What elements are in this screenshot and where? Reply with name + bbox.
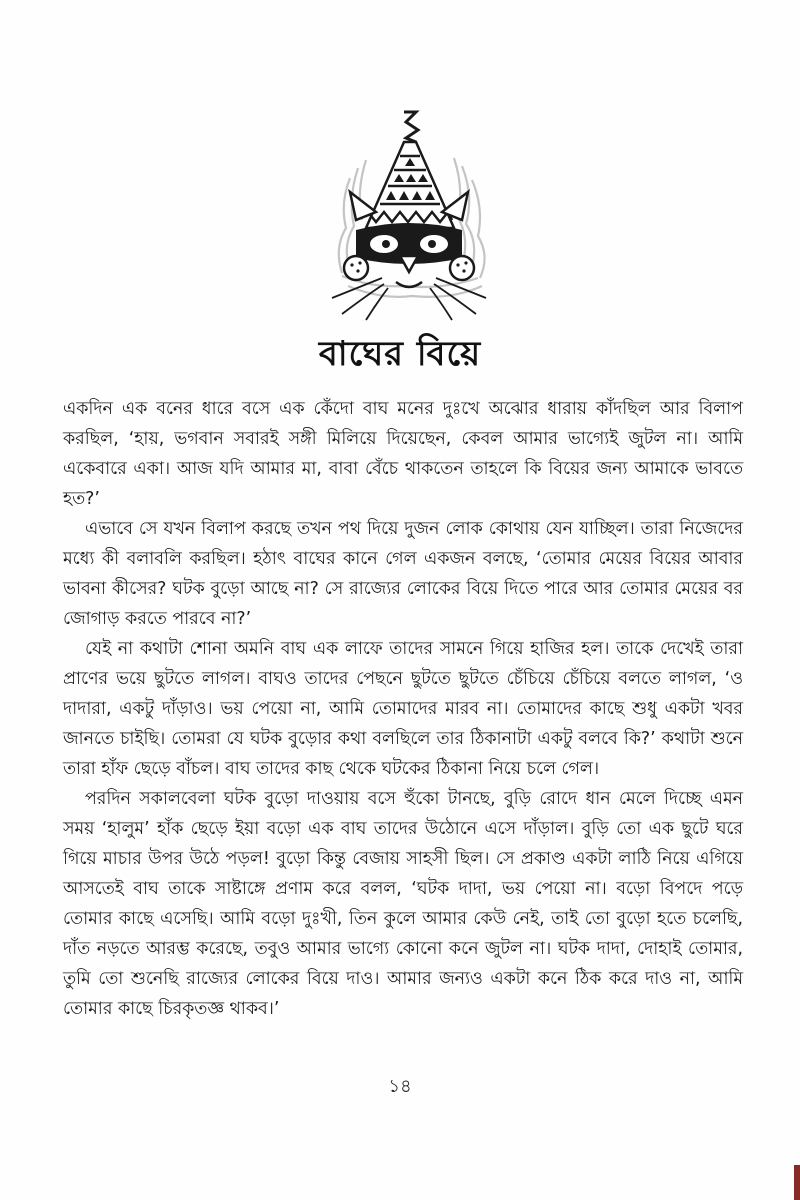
story-body [63,394,743,1024]
paragraph-3: যেই না কথাটা শোনা অমনি বাঘ এক লাফে তাদের সামনে গিয়ে হাজির হল। তাকে দেখেই তারা প্রাণের ভয়ে ছুটতে লাগল। বাঘও তাদের পেছনে ছুটতে ছুটতে চেঁচিয়ে চেঁচিয়ে বলতে লাগল, ‘ও দাদারা, একটু দাঁড়াও। ভয় পেয়ো না, আমি তোমাদের মারব না। তোমাদের কাছে শুধু একটা খবর জানতে চাইছি। তোমরা যে ঘটক বুড়োর কথা বলছিলে তার ঠিকানাটা একটু বলবে কি?’ কথাটা শুনে তারা হাঁফ ছেড়ে বাঁচল। বাঘ তাদের কাছ থেকে ঘটকের ঠিকানা নিয়ে চলে গেল। [63,639,743,779]
page-edge-mark [794,1165,800,1200]
paragraph-1: একদিন এক বনের ধারে বসে এক কেঁদো বাঘ মনের দুঃখে অঝোর ধারায় কাঁদছিল আর বিলাপ করছিল, ‘হায়, ভগবান সবারই সঙ্গী মিলিয়ে দিয়েছেন, কেবল আমার ভাগ্যেই জুটল না। আমি একেবারে একা। আজ যদি আমার মা, বাবা বেঁচে থাকতেন তাহলে কি বিয়ের জন্য আমাকে ভাবতে হত?’ [63,399,743,509]
story-title: বাঘের বিয়ে [318,334,482,374]
tall-hat [366,142,454,228]
paragraph-2: এভাবে সে যখন বিলাপ করছে তখন পথ দিয়ে দুজন লোক কোথায় যেন যাচ্ছিল। তারা নিজেদের মধ্যে কী বলাবলি করছিল। হঠাৎ বাঘের কানে গেল একজন বলছে, ‘তোমার মেয়ের বিয়ের আবার ভাবনা কীসের? ঘটক বুড়ো আছে না? সে রাজ্যের লোকের বিয়ে দিতে পারে আর তোমার মেয়ের বর জোগাড় করতে পারবে না?’ [63,519,743,629]
page-number: ১৪ [388,1076,412,1097]
hat-topknot [404,112,418,142]
tiger-illustration [312,108,506,322]
paragraph-4: পরদিন সকালবেলা ঘটক বুড়ো দাওয়ায় বসে হুঁকো টানছে, বুড়ি রোদে ধান মেলে দিচ্ছে এমন সময় ‘হালুম’ হাঁক ছেড়ে ইয়া বড়ো এক বাঘ তাদের উঠোনে এসে দাঁড়াল। বুড়ি তো এক ছুটে ঘরে গিয়ে মাচার উপর উঠে পড়ল! বুড়ো কিন্তু বেজায় সাহসী ছিল। সে প্রকাণ্ড একটা লাঠি নিয়ে এগিয়ে আসতেই বাঘ তাকে সাষ্টাঙ্গে প্রণাম করে বলল, ‘ঘটক দাদা, ভয় পেয়ো না। বড়ো বিপদে পড়ে তোমার কাছে এসেছি। আমি বড়ো দুঃখী, তিন কুলে আমার কেউ নেই, তাই তো বুড়ো হতে চলেছি, দাঁত নড়তে আরম্ভ করেছে, তবুও আমার ভাগ্যে কোনো কনে জুটল না। ঘটক দাদা, দোহাই তোমার, তুমি তো শুনেছি রাজ্যের লোকের বিয়ে দাও। আমার জন্যও একটা কনে ঠিক করে দাও না, আমি তোমার কাছে চিরকৃতজ্ঞ থাকব।’ [63,789,743,1019]
